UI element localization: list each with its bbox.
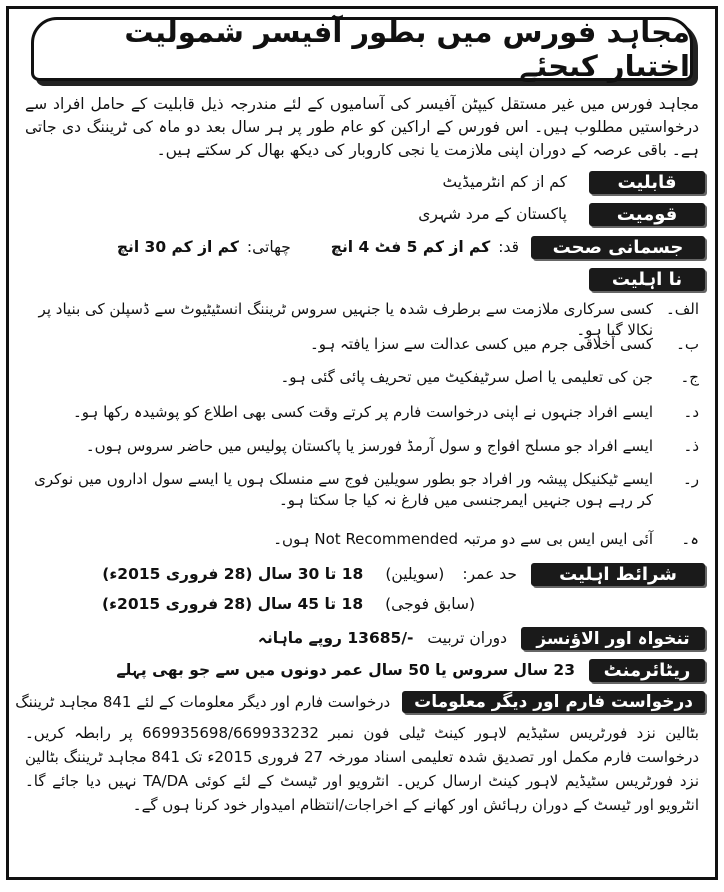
item-marker: ر۔ (682, 470, 699, 488)
retirement-value: 23 سال سروس یا 50 سال عمر دونوں میں سے جو بھی پہلے (116, 661, 575, 679)
civilian-label: (سویلین) (385, 565, 445, 583)
chest-label: چھاتی: (246, 238, 291, 256)
item-text: آئی ایس ایس بی سے دو مرتبہ Not Recommended ہوں۔ (273, 530, 653, 548)
ineligibility-item (25, 402, 699, 423)
page-title: مجاہد فورس میں بطور آفیسر شمولیت اختیار کیجئے (31, 17, 693, 81)
ineligibility-label: نا اہلیت (589, 268, 705, 291)
salary-label: تنخواہ اور الاؤنسز (521, 627, 705, 650)
ex-military-label: (سابق فوجی) (385, 595, 475, 613)
advertisement (6, 6, 718, 880)
physical-label: جسمانی صحت (531, 236, 705, 259)
application-details: بٹالین نزد فورٹریس سٹیڈیم لاہور کینٹ ٹیلی فون نمبر 669935698/669933232 پر رابطہ کریں۔ درخواست فارم مکمل اور تصدیق شدہ تعلیمی اسناد مورخہ 27 فروری 2015ء تک 841 مجاہد ٹریننگ بٹالین نزد فورٹریس سٹیڈیم لاہور کینٹ ارسال کریں۔ انٹرویو اور ٹیسٹ کے لئے کوئی TA/DA نہیں دیا جائے گا۔ انٹرویو اور ٹیسٹ کے دوران رہائش اور کھانے کے اخراجات/انتظام امیدوار خود کرنا ہوں گے۔ (25, 724, 699, 814)
item-text: کسی سرکاری ملازمت سے برطرف شدہ یا جنہیں سروس ٹریننگ انسٹیٹیوٹ سے ڈسپلن کی بنیاد پر نکالا گیا ہو۔ (38, 300, 653, 339)
eligibility-row-exmil (102, 591, 475, 617)
chest-value: کم از کم 30 انچ (116, 238, 239, 256)
height-label: قد: (498, 238, 519, 256)
ineligibility-item (25, 367, 699, 388)
ineligibility-heading (589, 266, 705, 292)
item-text: ایسے افراد جنہوں نے اپنی درخواست فارم پر کرتے وقت کسی بھی اطلاع کو پوشیدہ رکھا ہو۔ (73, 403, 653, 421)
item-marker: الف۔ (665, 300, 699, 318)
ineligibility-item (25, 529, 699, 550)
item-marker: ذ۔ (683, 437, 699, 455)
qualification-value: کم از کم انٹرمیڈیٹ (442, 173, 567, 191)
eligibility-row-civilian (102, 561, 705, 587)
item-text: ایسے ٹیکنیکل پیشہ ور افراد جو بطور سویلین فوج سے منسلک ہوں یا ایسے سول اداروں میں نوکری کر رہے ہوں جنہیں ایمرجنسی میں فارغ نہ کیا جا سکتا ہو۔ (34, 470, 653, 509)
nationality-row (418, 201, 705, 227)
item-marker: ب۔ (676, 335, 699, 353)
application-line1: درخواست فارم اور دیگر معلومات کے لئے 841 مجاہد ٹریننگ (15, 693, 391, 711)
ineligibility-item (25, 469, 699, 511)
application-heading-row (15, 689, 705, 715)
qualification-label: قابلیت (589, 171, 705, 194)
application-label: درخواست فارم اور دیگر معلومات (402, 691, 705, 713)
intro-paragraph: مجاہد فورس میں غیر مستقل کیپٹن آفیسر کی آسامیوں کے لئے مندرجہ ذیل قابلیت کے حامل افراد سے درخواستیں مطلوب ہیں۔ اس فورس کے اراکین کو عام طور پر ہر سال بعد دو ماہ کی ٹریننگ دی جاتی ہے۔ باقی عرصہ کے دوران اپنی ملازمت یا نجی کاروبار کی دیکھ بھال کر سکتے ہیں۔ (25, 95, 699, 159)
item-marker: ج۔ (680, 368, 699, 386)
item-text: ایسے افراد جو مسلح افواج و سول آرمڈ فورسز یا پاکستان پولیس میں حاضر سروس ہوں۔ (85, 437, 653, 455)
ineligibility-item (25, 334, 699, 355)
item-marker: ہ۔ (681, 530, 699, 548)
item-marker: د۔ (683, 403, 699, 421)
age-limit-label: حد عمر: (462, 565, 517, 583)
eligibility-label: شرائط اہلیت (531, 563, 705, 586)
qualification-row (443, 169, 705, 195)
physical-row (117, 234, 705, 260)
ex-military-age-value: 18 تا 45 سال (28 فروری 2015ء) (102, 595, 364, 613)
salary-period: دوران تربیت (427, 629, 507, 647)
retirement-label: ریٹائرمنٹ (589, 659, 705, 682)
item-text: کسی اخلاقی جرم میں کسی عدالت سے سزا یافتہ ہو۔ (309, 335, 653, 353)
salary-value: -/13685 روپے ماہانہ (257, 629, 414, 647)
nationality-value: پاکستان کے مرد شہری (418, 205, 567, 223)
item-text: جن کی تعلیمی یا اصل سرٹیفکیٹ میں تحریف پائی گئی ہو۔ (280, 368, 653, 386)
nationality-label: قومیت (589, 203, 705, 226)
salary-row (258, 625, 705, 651)
ineligibility-item (25, 436, 699, 457)
civilian-age-value: 18 تا 30 سال (28 فروری 2015ء) (102, 565, 364, 583)
height-value: کم از کم 5 فٹ 4 انچ (330, 238, 491, 256)
retirement-row (116, 657, 705, 683)
